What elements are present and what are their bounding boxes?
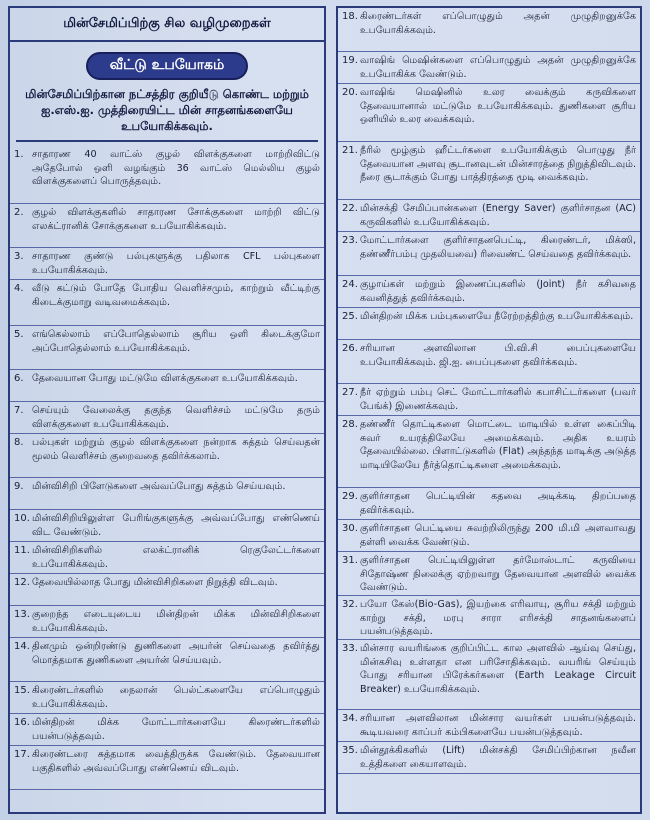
tip-item xyxy=(10,510,324,542)
tip-text: குளிர்சாதன பெட்டியின் கதவை அடிக்கடி திறப்பதை தவிர்க்கவும். xyxy=(360,491,636,516)
tip-number: 12. xyxy=(14,577,30,588)
tip-number: 10. xyxy=(14,513,30,524)
left-column xyxy=(8,6,326,814)
tip-text: மின்திறன் மிக்க பம்புகளையே நீரேற்றத்திற்கு உபயோகிக்கவும். xyxy=(360,311,634,322)
tip-item xyxy=(338,552,640,596)
pamphlet-title: மின்சேமிப்பிற்கு சில வழிமுறைகள் xyxy=(10,8,324,42)
tip-item xyxy=(10,434,324,478)
tip-item xyxy=(338,742,640,774)
tip-item xyxy=(338,142,640,200)
intro-text: மின்சேமிப்பிற்கான நட்சத்திர குறியீடு கொண்ட மற்றும் ஐ.எஸ்.ஐ. முத்திரையிட்ட மின் சாதனங்களையே உபயோகிக்கவும். xyxy=(16,86,318,142)
tip-text: மின்சக்தி சேமிப்பான்களை (Energy Saver) குளிர்சாதன (AC) கருவிகளில் உபயோகிக்கவும். xyxy=(360,203,636,228)
tip-number: 15. xyxy=(14,685,30,696)
tip-item xyxy=(338,308,640,340)
tip-text: மின்விசிறிகளில் எலக்ட்ரானிக் ரெகுலேட்டர்களை உபயோகிக்கவும். xyxy=(32,545,320,570)
tip-text: கிரைண்டர்கள் எப்பொழுதும் அதன் முழுதிறனுக்கே உபயோகிக்கவும். xyxy=(360,11,636,36)
tip-item xyxy=(10,714,324,746)
tip-number: 17. xyxy=(14,749,30,760)
tip-text: வீடு கட்டும் போதே போதிய வெளிச்சமும், காற்றும் வீட்டிற்கு கிடைக்குமாறு வடிவமைக்கவும். xyxy=(32,283,320,308)
tip-text: கிரைண்டர்களில் நைலான் பெல்ட்களையே எப்பொழுதும் உபயோகிக்கவும். xyxy=(32,685,320,710)
tip-item xyxy=(338,710,640,742)
tip-text: சரியான அளவிலான பி.வி.சி பைப்புகளையே உபயோகிக்கவும். ஜி.ஐ. பைப்புகளை தவிர்க்கவும். xyxy=(360,343,636,368)
tip-item xyxy=(10,204,324,248)
section-banner: வீட்டு உபயோகம் xyxy=(86,52,249,80)
tip-number: 7. xyxy=(14,405,24,416)
tip-item xyxy=(338,276,640,308)
tip-text: தேவையான போது மட்டுமே விளக்குகளை உபயோகிக்கவும். xyxy=(32,373,298,384)
tip-text: சரியான அளவிலான மின்சார வயர்கள் பயன்படுத்தவும். கூடியவரை காப்பர் கம்பிகளையே பயன்படுத்தவும். xyxy=(360,713,636,738)
tip-item xyxy=(10,606,324,638)
tip-number: 2. xyxy=(14,207,24,218)
tip-item xyxy=(10,682,324,714)
tip-number: 14. xyxy=(14,641,30,652)
tip-item xyxy=(338,640,640,710)
tip-number: 33. xyxy=(342,643,358,654)
tip-number: 1. xyxy=(14,149,24,160)
tip-number: 35. xyxy=(342,745,358,756)
banner-wrap xyxy=(10,52,324,80)
tip-number: 19. xyxy=(342,55,358,66)
tip-number: 8. xyxy=(14,437,24,448)
tip-number: 24. xyxy=(342,279,358,290)
tip-number: 13. xyxy=(14,609,30,620)
tip-number: 27. xyxy=(342,387,358,398)
tip-number: 29. xyxy=(342,491,358,502)
tip-number: 32. xyxy=(342,599,358,610)
tip-text: தினமும் ஒன்றிரண்டு துணிகளை அயர்ன் செய்வதை தவிர்த்து மொத்தமாக துணிகளை அயர்ன் செய்யவும். xyxy=(32,641,320,666)
tip-item xyxy=(338,232,640,276)
tip-text: பயோ கேஸ்(Bio-Gas), இயற்கை எரிவாயு, சூரிய சக்தி மற்றும் காற்று சக்தி, மரபு சாரா எரிசக்தி சாதனங்களைப் பயன்படுத்தவும். xyxy=(360,599,636,637)
tip-item xyxy=(10,478,324,510)
tips-list-left xyxy=(10,146,324,790)
tip-text: பல்புகள் மற்றும் குழல் விளக்குகளை நன்றாக சுத்தம் செய்வதன் மூலம் வெளிச்சம் குறைவதை தவிர்க்கலாம். xyxy=(32,437,320,462)
tip-text: சாதாரண 40 வாட்ஸ் குழல் விளக்குகளை மாற்றிவிட்டு அதேபோல் ஒளி வழங்கும் 36 வாட்ஸ் மெல்லிய குழல் விளக்குகளைப் பொருத்தவும். xyxy=(32,149,320,187)
tip-item xyxy=(10,370,324,402)
tip-number: 21. xyxy=(342,145,358,156)
tip-item xyxy=(338,200,640,232)
tip-number: 30. xyxy=(342,523,358,534)
tip-text: கிரைண்டரை சுத்தமாக வைத்திருக்க வேண்டும். தேவையான பகுதிகளில் அவ்வப்போது எண்ணெய் விடவும். xyxy=(32,749,320,774)
tip-item xyxy=(338,8,640,52)
tip-item xyxy=(338,340,640,384)
tip-number: 18. xyxy=(342,11,358,22)
tip-item xyxy=(10,402,324,434)
tip-text: மின்விசிறியிலுள்ள பேரிங்குகளுக்கு அவ்வப்போது எண்ணெய் விட வேண்டும். xyxy=(32,513,320,538)
tip-number: 20. xyxy=(342,87,358,98)
tip-text: சாதாரண குண்டு பல்புகளுக்கு பதிலாக CFL பல்புகளை உபயோகிக்கவும். xyxy=(32,251,320,276)
tip-item xyxy=(10,248,324,280)
tip-item xyxy=(10,326,324,370)
tip-text: குளிர்சாதன பெட்டியிலுள்ள தர்மோஸ்டாட் கருவியை சிதோஷ்ண நிலைக்கு ஏற்றவாறு தேவையான அளவில் வைக்க வேண்டும். xyxy=(360,555,636,593)
tip-number: 11. xyxy=(14,545,30,556)
tip-number: 34. xyxy=(342,713,358,724)
tip-text: மின்சார வயரிங்கை குறிப்பிட்ட கால அளவில் ஆய்வு செய்து, மின்கசிவு உள்ளதா என பரிசோதிக்கவும். வயரிங் செய்யும் போது சரியான பிரேக்கர்களை (Earth Leakage Circuit Breaker) உபயோகிக்கவும். xyxy=(360,643,636,695)
tip-text: மின்திறன் மிக்க மோட்டார்களையே கிரைண்டர்களில் பயன்படுத்தவும். xyxy=(32,717,320,742)
tip-number: 6. xyxy=(14,373,24,384)
tip-text: நீரில் மூழ்கும் ஹீட்டர்களை உபயோகிக்கும் பொழுது நீர் தேவையான அளவு சூடானவுடன் மின்சாரத்தை நிறுத்திவிடவும். நீரை சூடாக்கும் போது பாத்திரத்தை மூடி வைக்கவும். xyxy=(360,145,636,183)
tip-item xyxy=(338,596,640,640)
tip-item xyxy=(338,52,640,84)
tip-item xyxy=(10,746,324,790)
tip-text: மோட்டார்களை குளிர்சாதனபெட்டி, கிரைண்டர், மிக்ஸி, தண்ணீர்பம்பு முதலியவை) ரிவைண்ட் செய்வதை தவிர்க்கவும். xyxy=(360,235,636,260)
tip-number: 16. xyxy=(14,717,30,728)
tip-number: 22. xyxy=(342,203,358,214)
tip-item xyxy=(10,638,324,682)
tip-text: வாஷிங் மெஷினில் உலர வைக்கும் கருவிகளை தேவையானால் மட்டுமே உபயோகிக்கவும். துணிகளை சூரிய ஒளியில் உலர வைக்கவும். xyxy=(360,87,636,125)
tip-number: 28. xyxy=(342,419,358,430)
tip-item xyxy=(338,416,640,488)
tip-item xyxy=(338,520,640,552)
tip-text: குளிர்சாதன பெட்டியை சுவற்றிலிருந்து 200 மி.மி அளவாவது தள்ளி வைக்க வேண்டும். xyxy=(360,523,636,548)
tip-number: 4. xyxy=(14,283,24,294)
tip-number: 3. xyxy=(14,251,24,262)
tip-item xyxy=(10,574,324,606)
tip-text: நீர் ஏற்றும் பம்பு செட் மோட்டார்களில் கபாசிட்டர்களை (பவர் பேங்க்) இணைக்கவும். xyxy=(360,387,636,412)
tip-item xyxy=(338,384,640,416)
tip-number: 31. xyxy=(342,555,358,566)
tip-number: 25. xyxy=(342,311,358,322)
tip-text: வாஷிங் மெஷின்களை எப்பொழுதும் அதன் முழுதிறனுக்கே உபயோகிக்க வேண்டும். xyxy=(360,55,636,80)
tip-item xyxy=(338,84,640,142)
tip-text: எங்கெல்லாம் எப்போதெல்லாம் சூரிய ஒளி கிடைக்குமோ அப்போதெல்லாம் உபயோகிக்கவும். xyxy=(32,329,320,354)
tip-number: 5. xyxy=(14,329,24,340)
tip-item xyxy=(338,488,640,520)
tip-item xyxy=(10,542,324,574)
tip-text: குழல் விளக்குகளில் சாதாரண சோக்குகளை மாற்றி விட்டு எலக்ட்ரானிக் சோக்குகளை உபயோகிக்கவும். xyxy=(32,207,320,232)
tip-text: குழாய்கள் மற்றும் இணைப்புகளில் (Joint) நீர் கசிவதை கவனித்துத் தவிர்க்கவும். xyxy=(360,279,636,304)
tip-number: 26. xyxy=(342,343,358,354)
tip-text: தேவையில்லாத போது மின்விசிறிகளை நிறுத்தி விடவும். xyxy=(32,577,278,588)
right-column xyxy=(336,6,642,814)
tip-item xyxy=(10,146,324,204)
tip-number: 23. xyxy=(342,235,358,246)
tip-text: குறைந்த எடையுடைய மின்திறன் மிக்க மின்விசிறிகளை உபயோகிக்கவும். xyxy=(32,609,320,634)
tips-list-right xyxy=(338,8,640,774)
tip-item xyxy=(10,280,324,326)
tip-text: மின்விசிறி பிளேடுகளை அவ்வப்போது சுத்தம் செய்யவும். xyxy=(32,481,286,492)
tip-text: செய்யும் வேலைக்கு தகுந்த வெளிச்சம் மட்டுமே தரும் விளக்குகளை உபயோகிக்கவும். xyxy=(32,405,320,430)
tip-text: மின்தூக்கிகளில் (Lift) மின்சக்தி சேமிப்பிற்கான நவீன உத்திகளை கையாளவும். xyxy=(360,745,636,770)
tip-text: தண்ணீர் தொட்டிகளை மொட்டை மாடியில் உள்ள கைப்பிடி சுவர் உயரத்திலேயே அமைக்கவும். அதிக உயரம் தேவையில்லை. பிளாட்டுகளில் (Flat) அந்தந்த மாடிக்கு அடுத்த மாடியிலேயே நீர்த்தொட்டிகளை அமைக்கவும். xyxy=(360,419,636,471)
tip-number: 9. xyxy=(14,481,24,492)
